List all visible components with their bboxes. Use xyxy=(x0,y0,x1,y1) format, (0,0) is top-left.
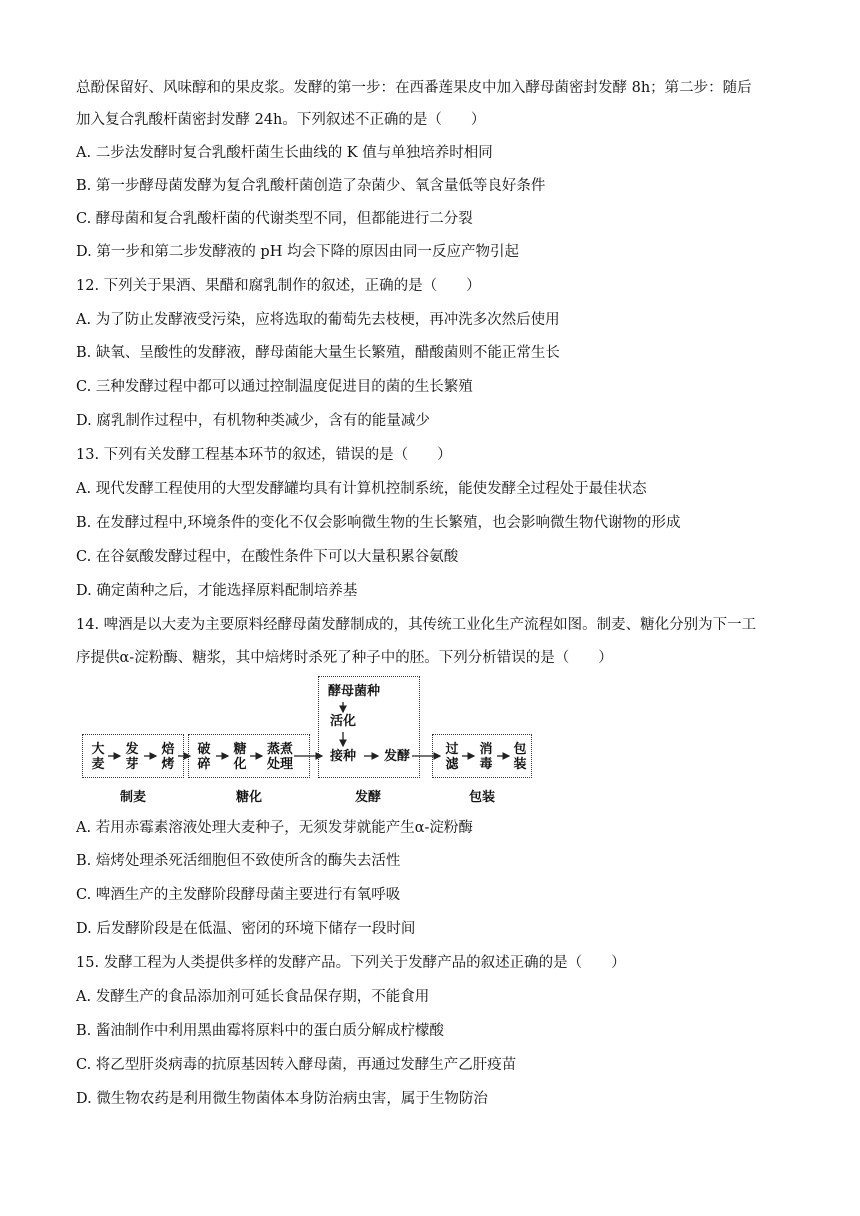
node-guolv: 过滤 xyxy=(445,742,459,772)
option-b: B. 第一步酵母菌发酵为复合乳酸杆菌创造了杂菌少、氧含量低等良好条件 xyxy=(76,178,546,194)
option-d: D. 第一步和第二步发酵液的 pH 均会下降的原因由同一反应产物引起 xyxy=(76,244,519,260)
option-b: B. 在发酵过程中,环境条件的变化不仅会影响微生物的生长繁殖，也会影响微生物代谢物的形成 xyxy=(76,515,681,531)
option-d: D. 后发酵阶段是在低温、密闭的环境下储存一段时间 xyxy=(76,921,416,937)
node-zhengzhu: 蒸煮处理 xyxy=(266,742,293,772)
node-jiaomu: 酵母菌种 xyxy=(327,684,380,699)
option-a: A. 发酵生产的食品添加剂可延长食品保存期，不能食用 xyxy=(76,989,430,1005)
option-c: C. 在谷氨酸发酵过程中，在酸性条件下可以大量积累谷氨酸 xyxy=(76,549,459,565)
node-damai: 大麦 xyxy=(91,742,105,772)
option-b: B. 缺氧、呈酸性的发酵液，酵母菌能大量生长繁殖，醋酸菌则不能正常生长 xyxy=(76,345,560,361)
option-b: B. 焙烤处理杀死活细胞但不致使所含的酶失去活性 xyxy=(76,853,401,869)
node-xiaodu: 消毒 xyxy=(479,742,493,772)
stage-label-baozhuang: 包装 xyxy=(468,790,495,805)
text-line: 序提供α-淀粉酶、糖浆，其中焙烤时杀死了种子中的胚。下列分析错误的是（ ） xyxy=(76,650,613,666)
option-a: A. 二步法发酵时复合乳酸杆菌生长曲线的 K 值与单独培养时相同 xyxy=(76,145,493,161)
option-a: A. 现代发酵工程使用的大型发酵罐均具有计算机控制系统，能使发酵全过程处于最佳状态 xyxy=(76,481,647,497)
stage-label-zhimai: 制麦 xyxy=(119,790,146,805)
option-c: C. 将乙型肝炎病毒的抗原基因转入酵母菌，再通过发酵生产乙肝疫苗 xyxy=(76,1057,517,1073)
question-13: 13. 下列有关发酵工程基本环节的叙述，错误的是（ ） xyxy=(76,447,452,463)
node-fajiao: 发酵 xyxy=(383,749,410,764)
question-12: 12. 下列关于果酒、果醋和腐乳制作的叙述，正确的是（ ） xyxy=(76,278,481,294)
option-b: B. 酱油制作中利用黑曲霉将原料中的蛋白质分解成柠檬酸 xyxy=(76,1023,444,1039)
option-c: C. 啤酒生产的主发酵阶段酵母菌主要进行有氧呼吸 xyxy=(76,887,401,903)
node-baozhuang: 包装 xyxy=(513,742,527,772)
node-huohua: 活化 xyxy=(329,714,356,729)
question-14: 14. 啤酒是以大麦为主要原料经酵母菌发酵制成的，其传统工业化生产流程如图。制麦、糖化分别为下一工 xyxy=(76,617,757,633)
option-d: D. 腐乳制作过程中，有机物种类减少，含有的能量减少 xyxy=(76,413,430,429)
text-line: 总酚保留好、风味醇和的果皮浆。发酵的第一步：在西番莲果皮中加入酵母菌密封发酵 8h；第二步：随后 xyxy=(76,80,752,96)
node-faya: 发芽 xyxy=(125,742,139,772)
stage-label-tanghua: 糖化 xyxy=(235,790,262,805)
option-a: A. 若用赤霉素溶液处理大麦种子，无须发芽就能产生α-淀粉酶 xyxy=(76,820,473,836)
text-line: 加入复合乳酸杆菌密封发酵 24h。下列叙述不正确的是（ ） xyxy=(76,112,486,128)
option-d: D. 确定菌种之后，才能选择原料配制培养基 xyxy=(76,583,358,599)
beer-process-diagram xyxy=(82,676,542,806)
option-c: C. 酵母菌和复合乳酸杆菌的代谢类型不同，但都能进行二分裂 xyxy=(76,211,473,227)
node-tanghua: 糖化 xyxy=(233,742,247,772)
question-15: 15. 发酵工程为人类提供多样的发酵产品。下列关于发酵产品的叙述正确的是（ ） xyxy=(76,955,626,971)
option-a: A. 为了防止发酵液受污染，应将选取的葡萄先去枝梗，再冲洗多次然后使用 xyxy=(76,312,560,328)
node-jiezhong: 接种 xyxy=(329,749,356,764)
option-c: C. 三种发酵过程中都可以通过控制温度促进目的菌的生长繁殖 xyxy=(76,379,473,395)
stage-label-fajiao: 发酵 xyxy=(354,790,381,805)
option-d: D. 微生物农药是利用微生物菌体本身防治病虫害，属于生物防治 xyxy=(76,1091,488,1107)
node-posui: 破碎 xyxy=(197,742,211,772)
node-beikao: 焙烤 xyxy=(161,742,175,772)
